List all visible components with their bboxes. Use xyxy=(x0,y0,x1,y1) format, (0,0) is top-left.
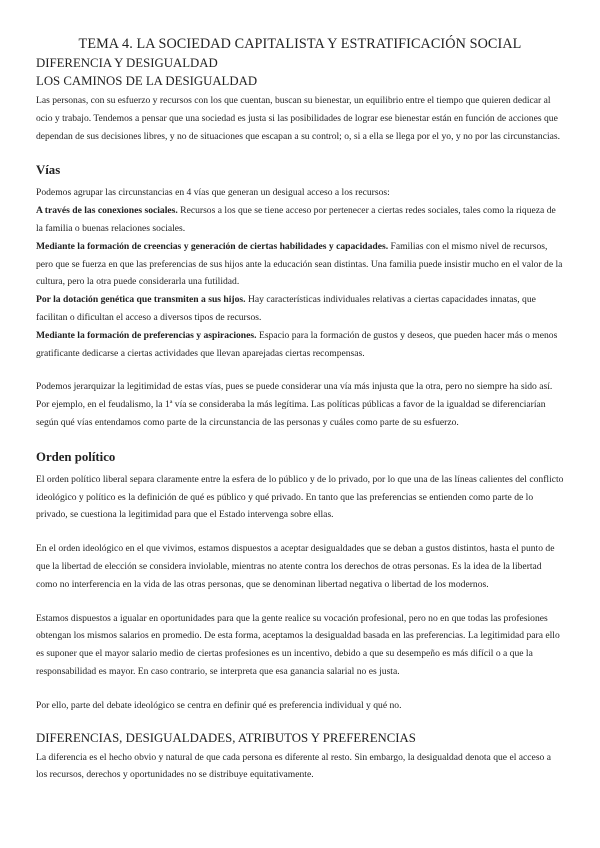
list-item-via-4 xyxy=(36,327,564,363)
list-item-via-1 xyxy=(36,202,564,238)
via-text: Hay características individuales relativas a ciertas capacidades innatas, que facilitan o dificultan el acceso a diversos tipos de recursos. xyxy=(36,294,536,323)
via-text: Recursos a los que se tiene acceso por pertenecer a ciertas redes sociales, tales como la riqueza de la familia o buenas relaciones sociales. xyxy=(36,205,556,234)
paragraph-vias-closing: Podemos jerarquizar la legitimidad de estas vías, pues se puede considerar una vía más injusta que la otra, pero no siempre ha sido así. Por ejemplo, en el feudalismo, la 1ª vía se consideraba la más legítima. Las políticas públicas a favor de la igualdad se diferenciarían según qué vías entendamos como parte de la circunstancia de las personas y cuáles como parte de su esfuerzo. xyxy=(36,381,553,428)
heading-vias: Vías xyxy=(36,163,61,178)
section-heading-diferencia: DIFERENCIA Y DESIGUALDAD xyxy=(36,56,218,70)
list-item-via-3 xyxy=(36,291,564,327)
via-term: Mediante la formación de creencias y generación de ciertas habilidades y capacidades. xyxy=(36,240,389,252)
paragraph-orden-4: Por ello, parte del debate ideológico se centra en definir qué es preferencia individual y qué no. xyxy=(36,699,402,711)
paragraph-diferencias-1: La diferencia es el hecho obvio y natural de que cada persona es diferente al resto. Sin embargo, la desigualdad denota que el acceso a los recursos, derechos y oportunidades no se distribuye equitativamente. xyxy=(36,751,552,781)
via-term: A través de las conexiones sociales. xyxy=(36,205,178,217)
paragraph-intro: Las personas, con su esfuerzo y recursos con los que cuentan, buscan su bienestar, un equilibrio entre el tiempo que quieren dedicar al ocio y trabajo. Tendemos a pensar que una sociedad es justa si las posibilidades de lograr ese bienestar están en función de acciones que dependan de sus decisiones libres, y no de situaciones que escapan a su control; o, si a ella se llega por el yo, y no por las circunstancias. xyxy=(36,95,561,142)
document-title: TEMA 4. LA SOCIEDAD CAPITALISTA Y ESTRATIFICACIÓN SOCIAL xyxy=(78,36,522,52)
subheading-caminos: LOS CAMINOS DE LA DESIGUALDAD xyxy=(36,74,258,88)
section-heading-diferencias: DIFERENCIAS, DESIGUALDADES, ATRIBUTOS Y PREFERENCIAS xyxy=(36,730,416,745)
via-term: Mediante la formación de preferencias y aspiraciones. xyxy=(36,329,257,341)
list-item-via-2 xyxy=(36,238,564,291)
via-text: Familias con el mismo nivel de recursos, pero que se fuerza en que las preferencias de sus hijos ante la educación sean distintas. Una familia puede insistir mucho en el valor de la cultura, pero la otra puede considerarla una futilidad. xyxy=(36,240,563,288)
via-term: Por la dotación genética que transmiten a sus hijos. xyxy=(36,294,246,306)
heading-orden-politico: Orden político xyxy=(36,449,116,464)
paragraph-orden-3: Estamos dispuestos a igualar en oportunidades para que la gente realice su vocación profesional, pero no en que todas las profesiones obtengan los mismos salarios en promedio. De esta forma, aceptamos la desigualdad basada en las preferencias. La legitimidad para ello es suponer que el mayor salario medio de ciertas profesiones es un incentivo, debido a que su desempeño es más difícil o a que la responsabilidad es mayor. En caso contrario, se interpreta que esa ganancia salarial no es justa. xyxy=(36,612,560,677)
via-text: Espacio para la formación de gustos y deseos, que pueden hacer más o menos gratificante dedicarse a ciertas actividades que llevan aparejadas ciertas recompensas. xyxy=(36,329,558,359)
paragraph-vias-intro: Podemos agrupar las circunstancias en 4 vías que generan un desigual acceso a los recursos: xyxy=(36,187,390,199)
paragraph-orden-1: El orden político liberal separa claramente entre la esfera de lo público y de lo privado, por lo que una de las líneas calientes del conflicto ideológico y político es la definición de qué es público y qué privado. En tanto que las preferencias se entienden como parte de lo privado, se cuestiona la legitimidad para que el Estado intervenga sobre ellas. xyxy=(36,473,564,521)
paragraph-orden-2: En el orden ideológico en el que vivimos, estamos dispuestos a aceptar desigualdades que se deban a gustos distintos, hasta el punto de que la libertad de elección se considera inviolable, mientras no atente contra los derechos de otras personas. Es la idea de la libertad como no interferencia en la vida de las otras personas, que se denominan libertad negativa o libertad de los modernos. xyxy=(36,543,555,590)
